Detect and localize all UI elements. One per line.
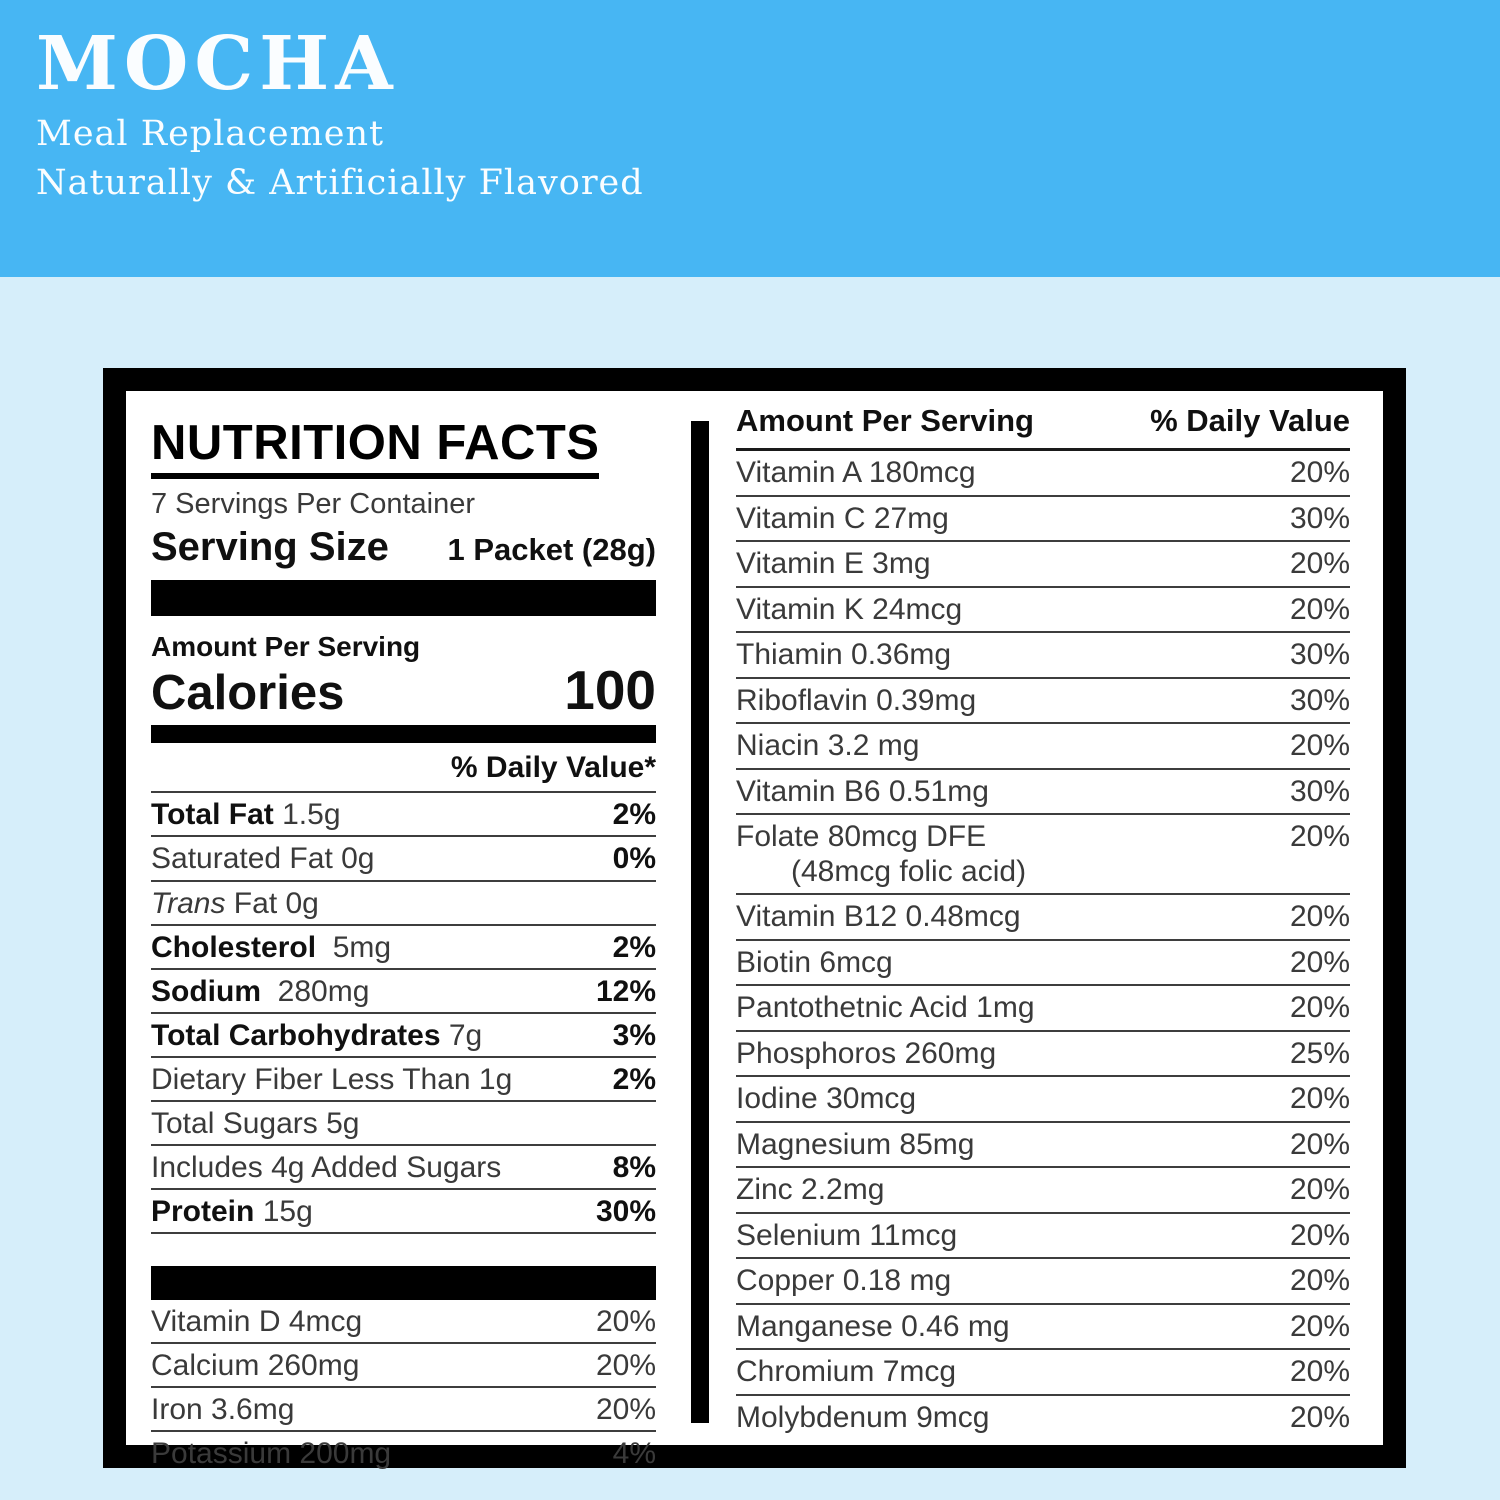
row-protein: Protein 15g 30%: [151, 1190, 656, 1234]
row-folate: Folate 80mcg DFE (48mcg folic acid) 20%: [736, 815, 1350, 895]
row-manganese: Manganese 0.46 mg 20%: [736, 1305, 1350, 1351]
row-chromium: Chromium 7mcg 20%: [736, 1350, 1350, 1396]
row-iodine: Iodine 30mcg 20%: [736, 1077, 1350, 1123]
row-vitamin-b12: Vitamin B12 0.48mcg 20%: [736, 895, 1350, 941]
column-divider-bar: [691, 421, 709, 1423]
label-right-column: [736, 391, 1350, 1445]
daily-value-header: % Daily Value*: [151, 743, 656, 793]
calories-label: Calories: [151, 666, 345, 720]
nutrition-label: [103, 368, 1406, 1471]
product-subtitle-line1: Meal Replacement: [36, 113, 385, 154]
row-vitamin-b6: Vitamin B6 0.51mg 30%: [736, 770, 1350, 816]
serving-size-label: Serving Size: [151, 525, 389, 569]
right-header-amount: Amount Per Serving: [736, 403, 1034, 438]
separator-bar: [151, 1266, 656, 1300]
row-biotin: Biotin 6mcg 20%: [736, 941, 1350, 987]
row-dietary-fiber: Dietary Fiber Less Than 1g 2%: [151, 1058, 656, 1102]
product-subtitle: [36, 110, 1500, 208]
product-banner: [0, 0, 1500, 277]
row-copper: Copper 0.18 mg 20%: [736, 1259, 1350, 1305]
separator-bar: [151, 580, 656, 616]
row-magnesium: Magnesium 85mg 20%: [736, 1123, 1350, 1169]
row-vitamin-c: Vitamin C 27mg 30%: [736, 497, 1350, 543]
nutrition-label-inner: [126, 391, 1383, 1471]
row-zinc: Zinc 2.2mg 20%: [736, 1168, 1350, 1214]
row-vitamin-a: Vitamin A 180mcg 20%: [736, 451, 1350, 497]
row-thiamin: Thiamin 0.36mg 30%: [736, 633, 1350, 679]
serving-size-row: [151, 525, 656, 570]
row-added-sugars: Includes 4g Added Sugars 8%: [151, 1146, 656, 1190]
label-left-column: [151, 391, 656, 1471]
calories-row: [151, 659, 656, 721]
row-trans-fat: Trans Fat 0g: [151, 882, 656, 926]
right-column-header: [736, 401, 1350, 451]
row-selenium: Selenium 11mcg 20%: [736, 1214, 1350, 1260]
row-vitamin-d: Vitamin D 4mcg 20%: [151, 1300, 656, 1344]
row-potassium: Potassium 200mg 4%: [151, 1437, 656, 1471]
amount-per-serving-label: Amount Per Serving: [151, 631, 421, 662]
row-niacin: Niacin 3.2 mg 20%: [736, 724, 1350, 770]
row-sodium: Sodium 280mg 12%: [151, 970, 656, 1014]
row-vitamin-e: Vitamin E 3mg 20%: [736, 542, 1350, 588]
row-iron: Iron 3.6mg 20%: [151, 1388, 656, 1432]
row-total-sugars: Total Sugars 5g: [151, 1102, 656, 1146]
row-calcium: Calcium 260mg 20%: [151, 1344, 656, 1388]
calories-value: 100: [564, 659, 656, 721]
row-total-carbohydrates: Total Carbohydrates 7g 3%: [151, 1014, 656, 1058]
servings-per-container: 7 Servings Per Container: [151, 488, 475, 520]
row-saturated-fat: Saturated Fat 0g 0%: [151, 837, 656, 881]
row-vitamin-k: Vitamin K 24mcg 20%: [736, 588, 1350, 634]
row-riboflavin: Riboflavin 0.39mg 30%: [736, 679, 1350, 725]
row-cholesterol: Cholesterol 5mg 2%: [151, 926, 656, 970]
row-molybdenum: Molybdenum 9mcg 20%: [736, 1400, 1350, 1434]
row-total-fat: Total Fat 1.5g 2%: [151, 793, 656, 837]
product-name: MOCHA: [36, 21, 399, 107]
label-title: NUTRITION FACTS: [151, 419, 599, 479]
row-pantothenic-acid: Pantothetnic Acid 1mg 20%: [736, 986, 1350, 1032]
row-phosphorus: Phosphoros 260mg 25%: [736, 1032, 1350, 1078]
serving-size-value: 1 Packet (28g): [447, 532, 656, 567]
product-subtitle-line2: Naturally & Artificially Flavored: [36, 162, 644, 203]
separator-bar: [151, 725, 656, 743]
right-header-daily-value: % Daily Value: [1150, 403, 1350, 438]
